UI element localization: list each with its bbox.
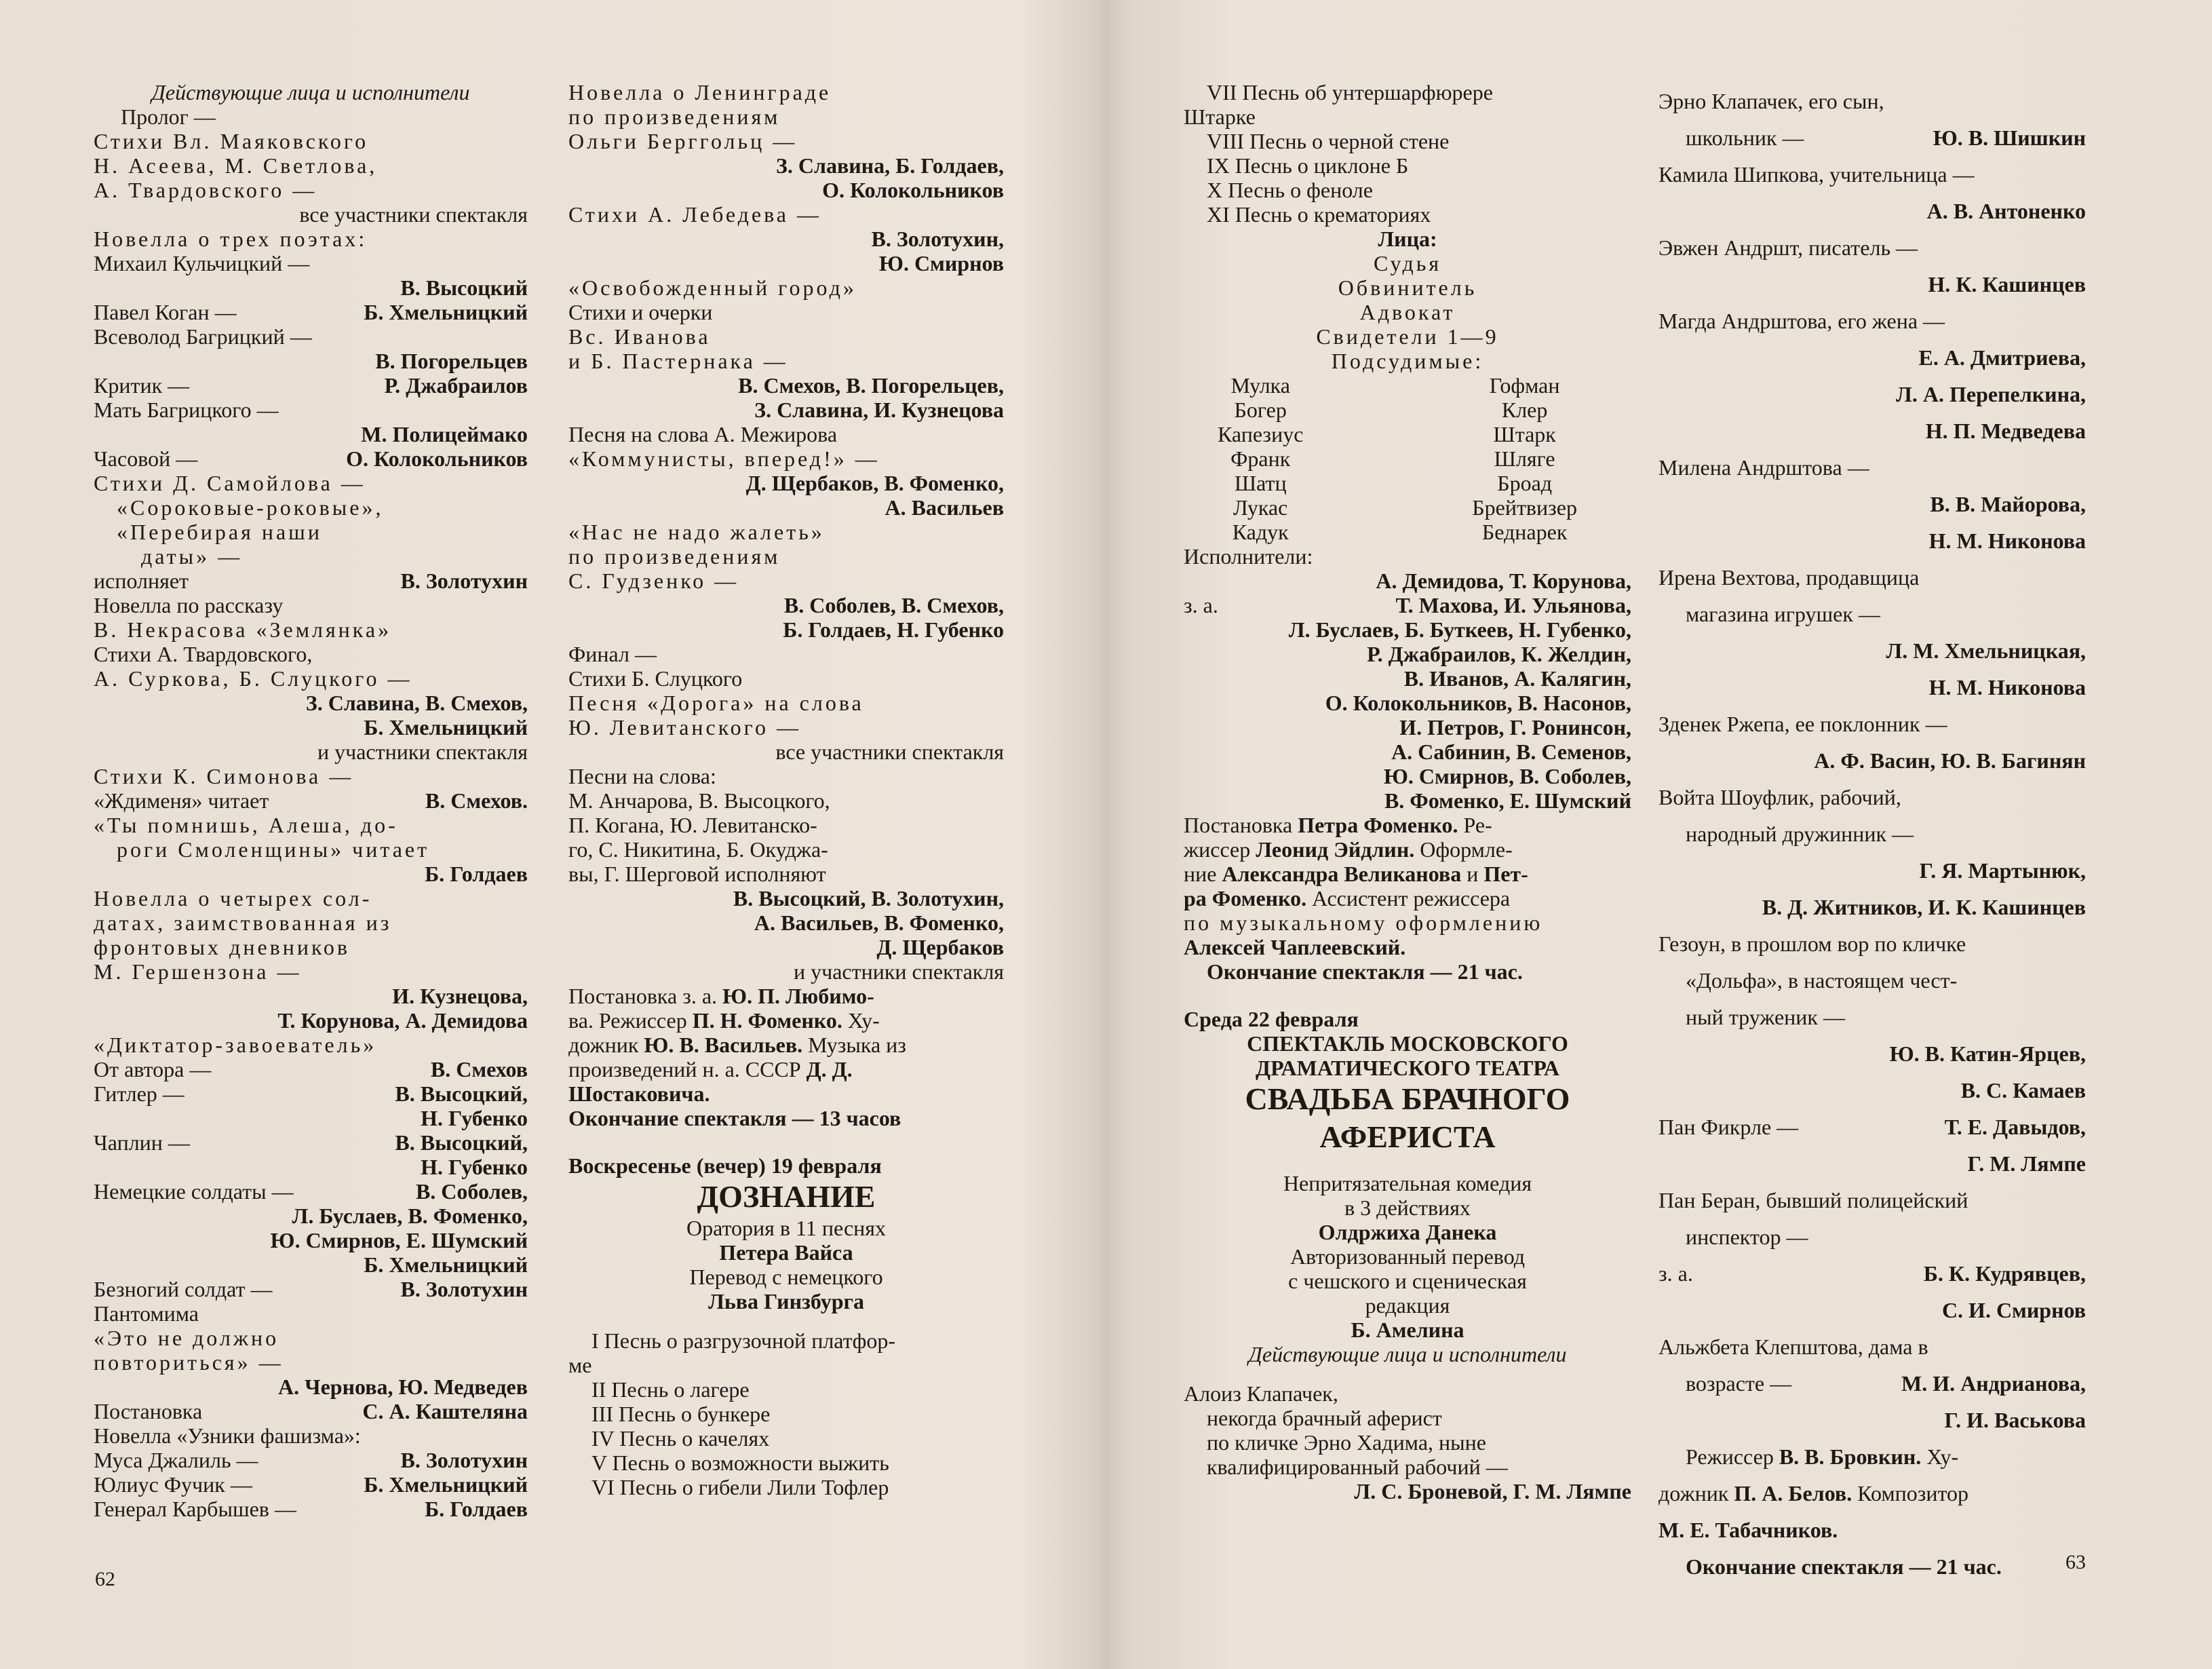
left-col1-line: В. Погорельцев bbox=[375, 349, 528, 373]
right-col1-line: Л. Буслаев, Б. Буткеев, Н. Губенко, bbox=[1288, 617, 1631, 642]
left-col1-line bbox=[94, 1399, 528, 1423]
left-col1-line: Н. Губенко bbox=[421, 1155, 528, 1179]
left-col1-line: все участники спектакля bbox=[299, 202, 528, 227]
left-col1-line bbox=[94, 1277, 528, 1301]
right-col2-line: магазина игрушек — bbox=[1686, 602, 1880, 626]
defendant-name: Брейтвизер bbox=[1472, 495, 1577, 520]
defendant-name: Капезиус bbox=[1218, 422, 1304, 446]
left-col1-line: Новелла о четырех сол- bbox=[94, 886, 372, 910]
left-col1-line bbox=[94, 446, 528, 471]
right-col2-role: Пан Фикрле — bbox=[1658, 1115, 1799, 1139]
left-col2-line: ва. Режиссер П. Н. Фоменко. Ху- bbox=[568, 1008, 880, 1033]
left-col2-line: Льва Гинзбурга bbox=[707, 1289, 865, 1313]
right-col1-line: Свидетели 1—9 bbox=[1316, 324, 1499, 349]
left-col2-line: В. Высоцкий, В. Золотухин, bbox=[733, 886, 1004, 910]
right-col2-line: Н. М. Никонова bbox=[1928, 529, 2086, 553]
left-col1-line: А. Чернова, Ю. Медведев bbox=[277, 1375, 528, 1399]
left-col1-line bbox=[94, 1057, 528, 1081]
left-col2-line: Петера Вайса bbox=[719, 1240, 853, 1265]
right-col1-line: Среда 22 февраля bbox=[1184, 1007, 1359, 1031]
left-col1-actor: В. Высоцкий, bbox=[395, 1130, 528, 1155]
right-col2-line: Г. Я. Мартынюк, bbox=[1919, 858, 2086, 883]
left-col1-actor: Б. Хмельницкий bbox=[364, 1472, 528, 1497]
defendant-name: Броад bbox=[1497, 471, 1553, 495]
right-page bbox=[1116, 0, 2212, 1669]
left-col2-line: и участники спектакля bbox=[794, 959, 1004, 984]
left-col1-line: Всеволод Багрицкий — bbox=[94, 324, 312, 349]
left-col1-role: Часовой — bbox=[94, 446, 198, 471]
right-col2-actor: Т. Е. Давыдов, bbox=[1944, 1115, 2086, 1139]
left-col2-line: вы, Г. Шерговой исполняют bbox=[568, 862, 826, 886]
left-col2-line: Шостаковича. bbox=[568, 1081, 710, 1106]
left-col1-line: Мать Багрицкого — bbox=[94, 398, 279, 422]
right-col2-line: А. В. Антоненко bbox=[1926, 199, 2086, 223]
right-col2-line: Н. К. Кашинцев bbox=[1928, 272, 2086, 296]
left-col1-role: «Ждименя» читает bbox=[94, 788, 269, 813]
left-col2-line: ме bbox=[568, 1353, 592, 1377]
defendant-name: Шляге bbox=[1494, 446, 1555, 471]
left-col1-line: Пролог — bbox=[121, 104, 216, 129]
left-col2-line: го, С. Никитина, Б. Окуджа- bbox=[568, 837, 828, 862]
left-col1-line bbox=[94, 1081, 528, 1106]
right-col1-line: в 3 действиях bbox=[1344, 1195, 1471, 1220]
right-col1-line: Действующие лица и исполнители bbox=[1248, 1342, 1567, 1366]
right-col1-line bbox=[1184, 1156, 1631, 1171]
left-col1-actor: В. Высоцкий, bbox=[395, 1081, 528, 1106]
page-number-right: 63 bbox=[2065, 1551, 2086, 1573]
right-column-1 bbox=[1184, 80, 1631, 1503]
right-col1-line: VII Песнь об унтершарфюрере bbox=[1207, 80, 1493, 104]
right-col1-line: Подсудимые: bbox=[1331, 349, 1484, 373]
left-column-1 bbox=[94, 80, 528, 1521]
left-col2-line: произведений н. а. СССР Д. Д. bbox=[568, 1057, 853, 1081]
left-col1-actor: В. Смехов. bbox=[425, 788, 528, 813]
left-col1-line bbox=[94, 569, 528, 593]
right-col2-actor: М. И. Андрианова, bbox=[1901, 1371, 2086, 1396]
right-col2-line: Пан Беран, бывший полицейский bbox=[1658, 1188, 1968, 1212]
left-col1-actor: В. Золотухин bbox=[400, 1277, 528, 1301]
right-col1-line: Адвокат bbox=[1359, 300, 1456, 324]
right-col2-line: А. Ф. Васин, Ю. В. Багинян bbox=[1814, 748, 2086, 773]
left-col1-role: Павел Коган — bbox=[94, 300, 237, 324]
left-col2-line: «Коммунисты, вперед!» — bbox=[568, 446, 880, 471]
left-col2-line: Песня «Дорога» на слова bbox=[568, 691, 864, 715]
right-col2-actor: Б. К. Кудрявцев, bbox=[1923, 1261, 2086, 1286]
right-col1-line: Алексей Чаплеевский. bbox=[1184, 935, 1406, 959]
left-col1-line: Н. Губенко bbox=[421, 1106, 528, 1130]
left-col1-line: даты» — bbox=[141, 544, 243, 569]
left-col2-line: С. Гудзенко — bbox=[568, 569, 739, 593]
right-col1-line: О. Колокольников, В. Насонов, bbox=[1325, 691, 1631, 715]
right-col1-line: Ю. Смирнов, В. Соболев, bbox=[1383, 764, 1631, 788]
right-col1-line bbox=[1184, 1366, 1631, 1381]
left-page bbox=[0, 0, 1099, 1669]
right-col1-line: Исполнители: bbox=[1184, 544, 1313, 569]
left-col1-line: М. Полицеймако bbox=[361, 422, 528, 446]
left-col1-line bbox=[94, 1497, 528, 1521]
right-col2-line: М. Е. Табачников. bbox=[1658, 1518, 1838, 1542]
left-col1-line: Пантомима bbox=[94, 1301, 199, 1326]
left-col1-role: Юлиус Фучик — bbox=[94, 1472, 252, 1497]
right-col2-line: Зденек Ржепа, ее поклонник — bbox=[1658, 712, 1947, 736]
left-col2-line: М. Анчарова, В. Высоцкого, bbox=[568, 788, 830, 813]
left-col1-line: «Ты помнишь, Алеша, до- bbox=[94, 813, 398, 837]
left-col1-line: Б. Хмельницкий bbox=[364, 1252, 528, 1277]
right-col1-line: Лица: bbox=[1378, 227, 1437, 251]
left-col2-line: З. Славина, Б. Голдаев, bbox=[775, 153, 1004, 178]
right-col2-actor: Ю. В. Шишкин bbox=[1933, 126, 2086, 150]
left-col2-line: VI Песнь о гибели Лили Тофлер bbox=[591, 1475, 889, 1499]
right-col1-line: Непритязательная комедия bbox=[1283, 1171, 1532, 1195]
left-col1-line: Т. Корунова, А. Демидова bbox=[277, 1008, 528, 1033]
right-column-2 bbox=[1658, 83, 2086, 1585]
left-col1-line: И. Кузнецова, bbox=[392, 984, 528, 1008]
right-col1-line: Окончание спектакля — 21 час. bbox=[1207, 959, 1523, 984]
right-col1-line: Штарке bbox=[1184, 104, 1256, 129]
right-col2-line: В. В. Майорова, bbox=[1930, 492, 2086, 516]
right-col1-role: з. а. bbox=[1184, 593, 1218, 617]
left-col1-role: Постановка bbox=[94, 1399, 203, 1423]
left-col2-line: В. Золотухин, bbox=[871, 227, 1004, 251]
left-col1-line bbox=[94, 1130, 528, 1155]
left-col2-line: Финал — bbox=[568, 642, 657, 666]
right-col1-line: по кличке Эрно Хадима, ныне bbox=[1207, 1430, 1486, 1455]
right-col1-line: с чешского и сценическая bbox=[1288, 1269, 1527, 1293]
left-col1-line: В. Высоцкий bbox=[400, 275, 528, 300]
left-col2-line: Стихи и очерки bbox=[568, 300, 713, 324]
left-col1-line: повториться» — bbox=[94, 1350, 284, 1375]
right-col1-line: Обвинитель bbox=[1338, 275, 1477, 300]
left-col1-actor: Б. Хмельницкий bbox=[364, 300, 528, 324]
left-col2-line: III Песнь о бункере bbox=[591, 1402, 771, 1426]
left-col1-line: «Диктатор-завоеватель» bbox=[94, 1033, 377, 1057]
left-col2-line: дожник Ю. В. Васильев. Музыка из bbox=[568, 1033, 906, 1057]
left-col1-actor: В. Золотухин bbox=[400, 569, 528, 593]
left-col2-line: Песни на слова: bbox=[568, 764, 716, 788]
defendant-name: Гофман bbox=[1489, 373, 1560, 398]
right-col2-line: С. И. Смирнов bbox=[1941, 1298, 2086, 1322]
right-col1-line: Олдржиха Данека bbox=[1318, 1220, 1497, 1244]
left-col1-line: М. Гершензона — bbox=[94, 959, 302, 984]
right-col1-line: ние Александра Великанова и Пет- bbox=[1184, 862, 1528, 886]
left-col1-actor: О. Колокольников bbox=[346, 446, 528, 471]
left-col1-line: А. Твардовского — bbox=[94, 178, 317, 202]
page-number-left: 62 bbox=[95, 1568, 115, 1590]
left-col2-line: П. Когана, Ю. Левитанско- bbox=[568, 813, 817, 837]
left-col2-line: Оратория в 11 песнях bbox=[686, 1216, 886, 1240]
left-col1-line bbox=[94, 373, 528, 398]
left-column-2 bbox=[568, 80, 1004, 1499]
right-col2-line: «Дольфа», в настоящем чест- bbox=[1686, 968, 1958, 993]
right-col1-line: квалифицированный рабочий — bbox=[1207, 1455, 1508, 1479]
defendant-name: Штарк bbox=[1493, 422, 1556, 446]
right-col1-line: Р. Джабраилов, К. Желдин, bbox=[1367, 642, 1631, 666]
left-col2-line: Д. Щербаков bbox=[876, 935, 1004, 959]
left-col2-line: Постановка з. а. Ю. П. Любимо- bbox=[568, 984, 874, 1008]
right-col1-line: XI Песнь о крематориях bbox=[1207, 202, 1431, 227]
left-col1-line bbox=[94, 1448, 528, 1472]
right-col2-line: Окончание спектакля — 21 час. bbox=[1686, 1554, 2002, 1579]
left-col2-line: Стихи Б. Слуцкого bbox=[568, 666, 743, 691]
right-col1-line: А. Демидова, Т. Корунова, bbox=[1376, 569, 1631, 593]
right-col1-line: по музыкальному оформлению bbox=[1184, 910, 1543, 935]
left-col1-role: Гитлер — bbox=[94, 1081, 185, 1106]
right-col1-line: X Песнь о феноле bbox=[1207, 178, 1373, 202]
left-col2-line: О. Колокольников bbox=[822, 178, 1004, 202]
left-col1-role: Генерал Карбышев — bbox=[94, 1497, 296, 1521]
left-col1-role: исполняет bbox=[94, 569, 189, 593]
defendant-name: Мулка bbox=[1230, 373, 1290, 398]
right-col2-line: Н. П. Медведева bbox=[1925, 419, 2086, 443]
left-col1-line: Б. Хмельницкий bbox=[364, 715, 528, 740]
left-col1-line: Новелла о трех поэтах: bbox=[94, 227, 368, 251]
show-title: АФЕРИСТА bbox=[1319, 1119, 1496, 1154]
left-col1-actor: Б. Голдаев bbox=[425, 1497, 528, 1521]
left-col1-line: «Это не должно bbox=[94, 1326, 279, 1350]
right-col1-line bbox=[1184, 593, 1631, 617]
left-col1-line: фронтовых дневников bbox=[94, 935, 351, 959]
left-col2-line: V Песнь о возможности выжить bbox=[591, 1451, 889, 1475]
right-col2-line bbox=[1658, 119, 2086, 156]
left-col1-line: датах, заимствованная из bbox=[94, 910, 392, 935]
defendant-name: Богер bbox=[1234, 398, 1287, 422]
right-col2-line: В. С. Камаев bbox=[1960, 1078, 2086, 1102]
right-col1-line: Авторизованный перевод bbox=[1289, 1244, 1526, 1269]
right-col2-line: Н. М. Никонова bbox=[1928, 675, 2086, 699]
right-col1-line: СПЕКТАКЛЬ МОСКОВСКОГО bbox=[1247, 1031, 1568, 1056]
right-col2-role: возрасте — bbox=[1686, 1371, 1792, 1396]
right-col2-line: В. Д. Житников, И. К. Кашинцев bbox=[1762, 895, 2086, 919]
right-col1-line: И. Петров, Г. Ронинсон, bbox=[1399, 715, 1631, 740]
right-col1-line: А. Сабинин, В. Семенов, bbox=[1391, 740, 1631, 764]
right-col1-line: жиссер Леонид Эйдлин. Оформле- bbox=[1184, 837, 1513, 862]
left-col2-line: Песня на слова А. Межирова bbox=[568, 422, 838, 446]
left-col1-line: Стихи А. Твардовского, bbox=[94, 642, 313, 666]
left-col2-line: Стихи А. Лебедева — bbox=[568, 202, 821, 227]
left-col2-line: А. Васильев, В. Фоменко, bbox=[754, 910, 1004, 935]
left-col1-line: «Перебирая наши bbox=[117, 520, 322, 544]
left-col1-line: «Сороковые-роковые», bbox=[117, 495, 384, 520]
right-col1-line: ра Фоменко. Ассистент режиссера bbox=[1184, 886, 1511, 910]
right-col1-line bbox=[1184, 984, 1631, 1007]
left-col1-line: В. Некрасова «Землянка» bbox=[94, 617, 392, 642]
left-col1-line: Михаил Кульчицкий — bbox=[94, 251, 310, 275]
left-col2-line: В. Соболев, В. Смехов, bbox=[783, 593, 1004, 617]
left-col1-actor: В. Золотухин bbox=[400, 1448, 528, 1472]
right-col2-line bbox=[1658, 1365, 2086, 1402]
right-col2-line: Магда Андрштова, его жена — bbox=[1658, 309, 1945, 333]
left-col2-line: и Б. Пастернака — bbox=[568, 349, 788, 373]
right-col1-line: Судья bbox=[1373, 251, 1442, 275]
left-col1-line: Новелла «Узники фашизма»: bbox=[94, 1423, 361, 1448]
left-col2-line: В. Смехов, В. Погорельцев, bbox=[738, 373, 1004, 398]
left-col2-line: I Песнь о разгрузочной платфор- bbox=[591, 1328, 896, 1353]
left-col2-line: Вс. Иванова bbox=[568, 324, 711, 349]
right-col2-line: Милена Андрштова — bbox=[1658, 455, 1869, 480]
left-col1-role: Критик — bbox=[94, 373, 190, 398]
left-col1-line bbox=[94, 300, 528, 324]
right-col1-line: В. Иванов, А. Калягин, bbox=[1403, 666, 1631, 691]
right-col2-line: Ирена Вехтова, продавщица bbox=[1658, 565, 1920, 590]
defendant-name: Клер bbox=[1501, 398, 1548, 422]
right-col2-line: Альжбета Клепштова, дама в bbox=[1658, 1335, 1928, 1359]
left-col1-line: Стихи Вл. Маяковского bbox=[94, 129, 369, 153]
right-col2-line: Ю. В. Катин-Ярцев, bbox=[1889, 1041, 2086, 1066]
left-col1-line bbox=[94, 788, 528, 813]
right-col1-line: Постановка Петра Фоменко. Ре- bbox=[1184, 813, 1492, 837]
left-col1-actor: В. Смехов bbox=[430, 1057, 528, 1081]
right-col1-line: IX Песнь о циклоне Б bbox=[1207, 153, 1409, 178]
right-col1-line: ДРАМАТИЧЕСКОГО ТЕАТРА bbox=[1256, 1056, 1559, 1080]
left-col1-actor: С. А. Каштеляна bbox=[362, 1399, 528, 1423]
show-title: СВАДЬБА БРАЧНОГО bbox=[1245, 1081, 1570, 1116]
left-col2-line bbox=[568, 1313, 1004, 1328]
left-col1-role: От автора — bbox=[94, 1057, 212, 1081]
right-col2-line: Режиссер В. В. Бровкин. Ху- bbox=[1686, 1444, 1959, 1469]
right-col2-line: Л. А. Перепелкина, bbox=[1896, 382, 2086, 406]
left-col1-line bbox=[94, 1472, 528, 1497]
left-col2-line: А. Васильев bbox=[885, 495, 1004, 520]
right-col1-line: Л. С. Броневой, Г. М. Лямпе bbox=[1354, 1479, 1631, 1503]
right-col1-line: Б. Амелина bbox=[1351, 1318, 1464, 1342]
right-col1-line: некогда брачный аферист bbox=[1207, 1406, 1442, 1430]
defendants-list bbox=[1184, 373, 1631, 544]
right-col2-line bbox=[1658, 1109, 2086, 1145]
right-col1-line: Алоиз Клапачек, bbox=[1184, 1381, 1338, 1406]
right-col2-line: Эвжен Андршт, писатель — bbox=[1658, 235, 1918, 260]
left-col2-line: по произведениям bbox=[568, 104, 781, 129]
left-col1-role: Муса Джалиль — bbox=[94, 1448, 258, 1472]
left-col1-line: З. Славина, В. Смехов, bbox=[305, 691, 528, 715]
left-col2-line: IV Песнь о качелях bbox=[591, 1426, 770, 1451]
left-col2-line: Ю. Левитанского — bbox=[568, 715, 801, 740]
left-col2-line: Окончание спектакля — 13 часов bbox=[568, 1106, 901, 1130]
left-col1-line bbox=[94, 1179, 528, 1204]
defendant-name: Шатц bbox=[1234, 471, 1287, 495]
right-col2-line: народный дружинник — bbox=[1686, 822, 1914, 846]
right-col2-line: Гезоун, в прошлом вор по кличке bbox=[1658, 932, 1966, 956]
left-col2-line: Ю. Смирнов bbox=[878, 251, 1004, 275]
left-col1-actor: Р. Джабраилов bbox=[384, 373, 528, 398]
right-col2-line: Е. А. Дмитриева, bbox=[1918, 345, 2086, 370]
defendant-name: Лукас bbox=[1233, 495, 1288, 520]
show-title: ДОЗНАНИЕ bbox=[697, 1179, 876, 1214]
right-col2-role: школьник — bbox=[1686, 126, 1804, 150]
right-col2-line: Камила Шипкова, учительница — bbox=[1658, 162, 1975, 187]
left-col2-line: Воскресенье (вечер) 19 февраля bbox=[568, 1153, 882, 1178]
left-col2-line: II Песнь о лагере bbox=[591, 1377, 750, 1402]
right-col1-line: В. Фоменко, Е. Шумский bbox=[1384, 788, 1631, 813]
left-col1-line: Стихи К. Симонова — bbox=[94, 764, 354, 788]
left-col2-line: Б. Голдаев, Н. Губенко bbox=[783, 617, 1004, 642]
right-col2-role: з. а. bbox=[1658, 1261, 1693, 1286]
defendant-name: Беднарек bbox=[1481, 520, 1568, 544]
left-col1-line: Действующие лица и исполнители bbox=[151, 80, 470, 104]
left-col1-role: Чаплин — bbox=[94, 1130, 190, 1155]
left-col2-line: Д. Щербаков, В. Фоменко, bbox=[745, 471, 1004, 495]
left-col2-line: «Нас не надо жалеть» bbox=[568, 520, 825, 544]
right-col1-actor: Т. Махова, И. Ульянова, bbox=[1395, 593, 1631, 617]
left-col1-line: Л. Буслаев, В. Фоменко, bbox=[292, 1204, 528, 1228]
left-col2-line: Новелла о Ленинграде bbox=[568, 80, 832, 104]
left-col1-line: Б. Голдаев bbox=[425, 862, 528, 886]
left-col2-line: по произведениям bbox=[568, 544, 781, 569]
left-col1-role: Безногий солдат — bbox=[94, 1277, 273, 1301]
right-col1-line: редакция bbox=[1365, 1293, 1450, 1318]
left-col1-actor: В. Соболев, bbox=[415, 1179, 528, 1204]
left-col2-line bbox=[568, 1130, 1004, 1153]
left-col1-line: Н. Асеева, М. Светлова, bbox=[94, 153, 378, 178]
right-col2-line: Эрно Клапачек, его сын, bbox=[1658, 89, 1884, 113]
right-col2-line: дожник П. А. Белов. Композитор bbox=[1658, 1481, 1969, 1505]
right-col2-line: ный труженик — bbox=[1686, 1005, 1845, 1029]
left-col1-line: Ю. Смирнов, Е. Шумский bbox=[270, 1228, 528, 1252]
left-col2-line: «Освобожденный город» bbox=[568, 275, 857, 300]
right-col2-line: Войта Шоуфлик, рабочий, bbox=[1658, 785, 1901, 809]
right-col2-line: Л. М. Хмельницкая, bbox=[1886, 638, 2086, 663]
left-col2-line: Ольги Берггольц — bbox=[568, 129, 798, 153]
left-col2-line: все участники спектакля bbox=[775, 740, 1004, 764]
left-col1-line: роги Смоленщины» читает bbox=[117, 837, 430, 862]
left-col1-line: и участники спектакля bbox=[317, 740, 528, 764]
left-col1-role: Немецкие солдаты — bbox=[94, 1179, 294, 1204]
left-col2-line: З. Славина, И. Кузнецова bbox=[754, 398, 1004, 422]
right-col2-line: Г. М. Лямпе bbox=[1967, 1151, 2086, 1176]
right-col2-line: Г. И. Васькова bbox=[1944, 1408, 2086, 1432]
right-col2-line: инспектор — bbox=[1686, 1225, 1808, 1249]
defendant-name: Кадук bbox=[1232, 520, 1289, 544]
defendant-name: Франк bbox=[1230, 446, 1291, 471]
left-col2-line: Перевод с немецкого bbox=[689, 1265, 883, 1289]
left-col1-line: Стихи Д. Самойлова — bbox=[94, 471, 366, 495]
right-col2-line bbox=[1658, 1255, 2086, 1292]
left-col1-line: Новелла по рассказу bbox=[94, 593, 284, 617]
left-col1-line: А. Суркова, Б. Слуцкого — bbox=[94, 666, 412, 691]
right-col1-line: VIII Песнь о черной стене bbox=[1207, 129, 1450, 153]
